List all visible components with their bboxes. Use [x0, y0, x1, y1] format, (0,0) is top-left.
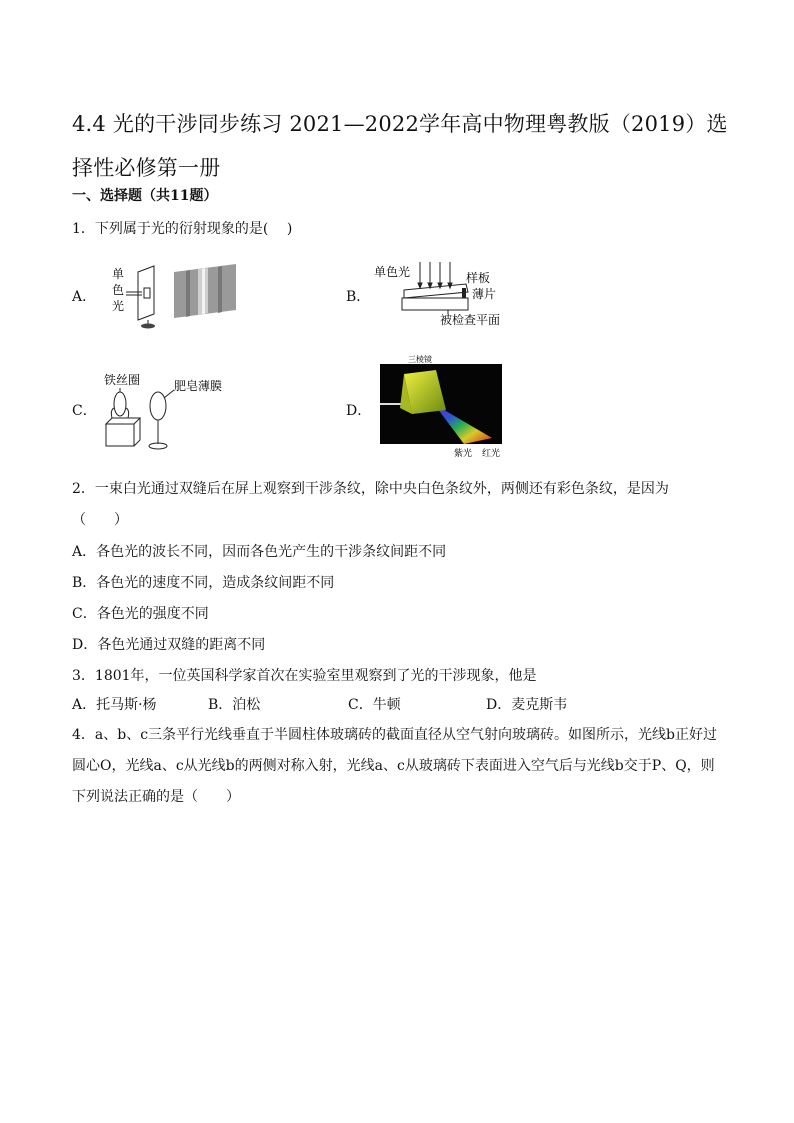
fig-d-label-red: 红光: [482, 449, 501, 459]
q2-stem-line1: 2．一束白光通过双缝后在屏上观察到干涉条纹，除中央白色条纹外，两侧还有彩色条纹，是因为: [72, 481, 669, 497]
q1-figure-d: [374, 352, 508, 462]
diffraction-pattern: [174, 264, 236, 318]
q3-option-b[interactable]: B．泊松: [208, 697, 261, 713]
fig-b-label-light: 单色光: [374, 265, 411, 279]
fig-d-label-violet: 紫光: [454, 449, 473, 459]
fig-c-label-ring: 铁丝圈: [104, 373, 141, 387]
fig-a-label-se: 色: [112, 283, 125, 297]
q3-stem: 3．1801年，一位英国科学家首次在实验室里观察到了光的干涉现象，他是: [72, 668, 537, 684]
section-heading: 一、选择题（共11题）: [72, 188, 218, 204]
q1-stem: 1．下列属于光的衍射现象的是( ): [72, 221, 293, 237]
q1-figure-b: [372, 256, 512, 330]
fig-a-label-dan: 单: [112, 267, 125, 281]
fig-c-label-film: 肥皂薄膜: [174, 379, 223, 393]
q2-option-d[interactable]: D．各色光通过双缝的距离不同: [72, 637, 266, 653]
q3-option-c[interactable]: C．牛顿: [348, 697, 401, 713]
q1-figure-a: [108, 262, 244, 330]
q1-option-c-label[interactable]: C．: [72, 403, 97, 419]
q3-option-a[interactable]: A．托马斯·杨: [72, 697, 157, 713]
q1-option-d-label[interactable]: D．: [346, 403, 372, 419]
q1-option-b-label[interactable]: B．: [346, 289, 371, 305]
fig-b-label-surface: 被检查平面: [440, 313, 501, 327]
q1-figure-c: [98, 370, 234, 450]
q4-stem: 4．a、b、c三条平行光线垂直于半圆柱体玻璃砖的截面直径从空气射向玻璃砖。如图所示，光线b正好过圆心O，光线a、c从光线b的两侧对称入射，光线a、c从玻璃砖下表面进入空气后与光线b交于P、Q，则下列说法正确的是（ ）: [72, 727, 718, 805]
fig-b-label-plate: 样板: [466, 271, 491, 285]
fig-b-label-film: 薄片: [472, 287, 497, 301]
document-title: 4.4 光的干涉同步练习 2021—2022学年高中物理粤教版（2019）选择性必修第一册: [72, 112, 728, 180]
q2-option-b[interactable]: B．各色光的速度不同，造成条纹间距不同: [72, 575, 335, 591]
q2-option-a[interactable]: A．各色光的波长不同，因而各色光产生的干涉条纹间距不同: [72, 544, 447, 560]
q3-option-d[interactable]: D．麦克斯韦: [486, 697, 568, 713]
fig-a-label-guang: 光: [112, 299, 125, 313]
q2-option-c[interactable]: C．各色光的强度不同: [72, 606, 209, 622]
q2-stem-line2: （ ）: [72, 512, 128, 528]
fig-d-label-prism: 三棱镜: [408, 355, 432, 364]
q1-option-a-label[interactable]: A．: [72, 289, 97, 305]
